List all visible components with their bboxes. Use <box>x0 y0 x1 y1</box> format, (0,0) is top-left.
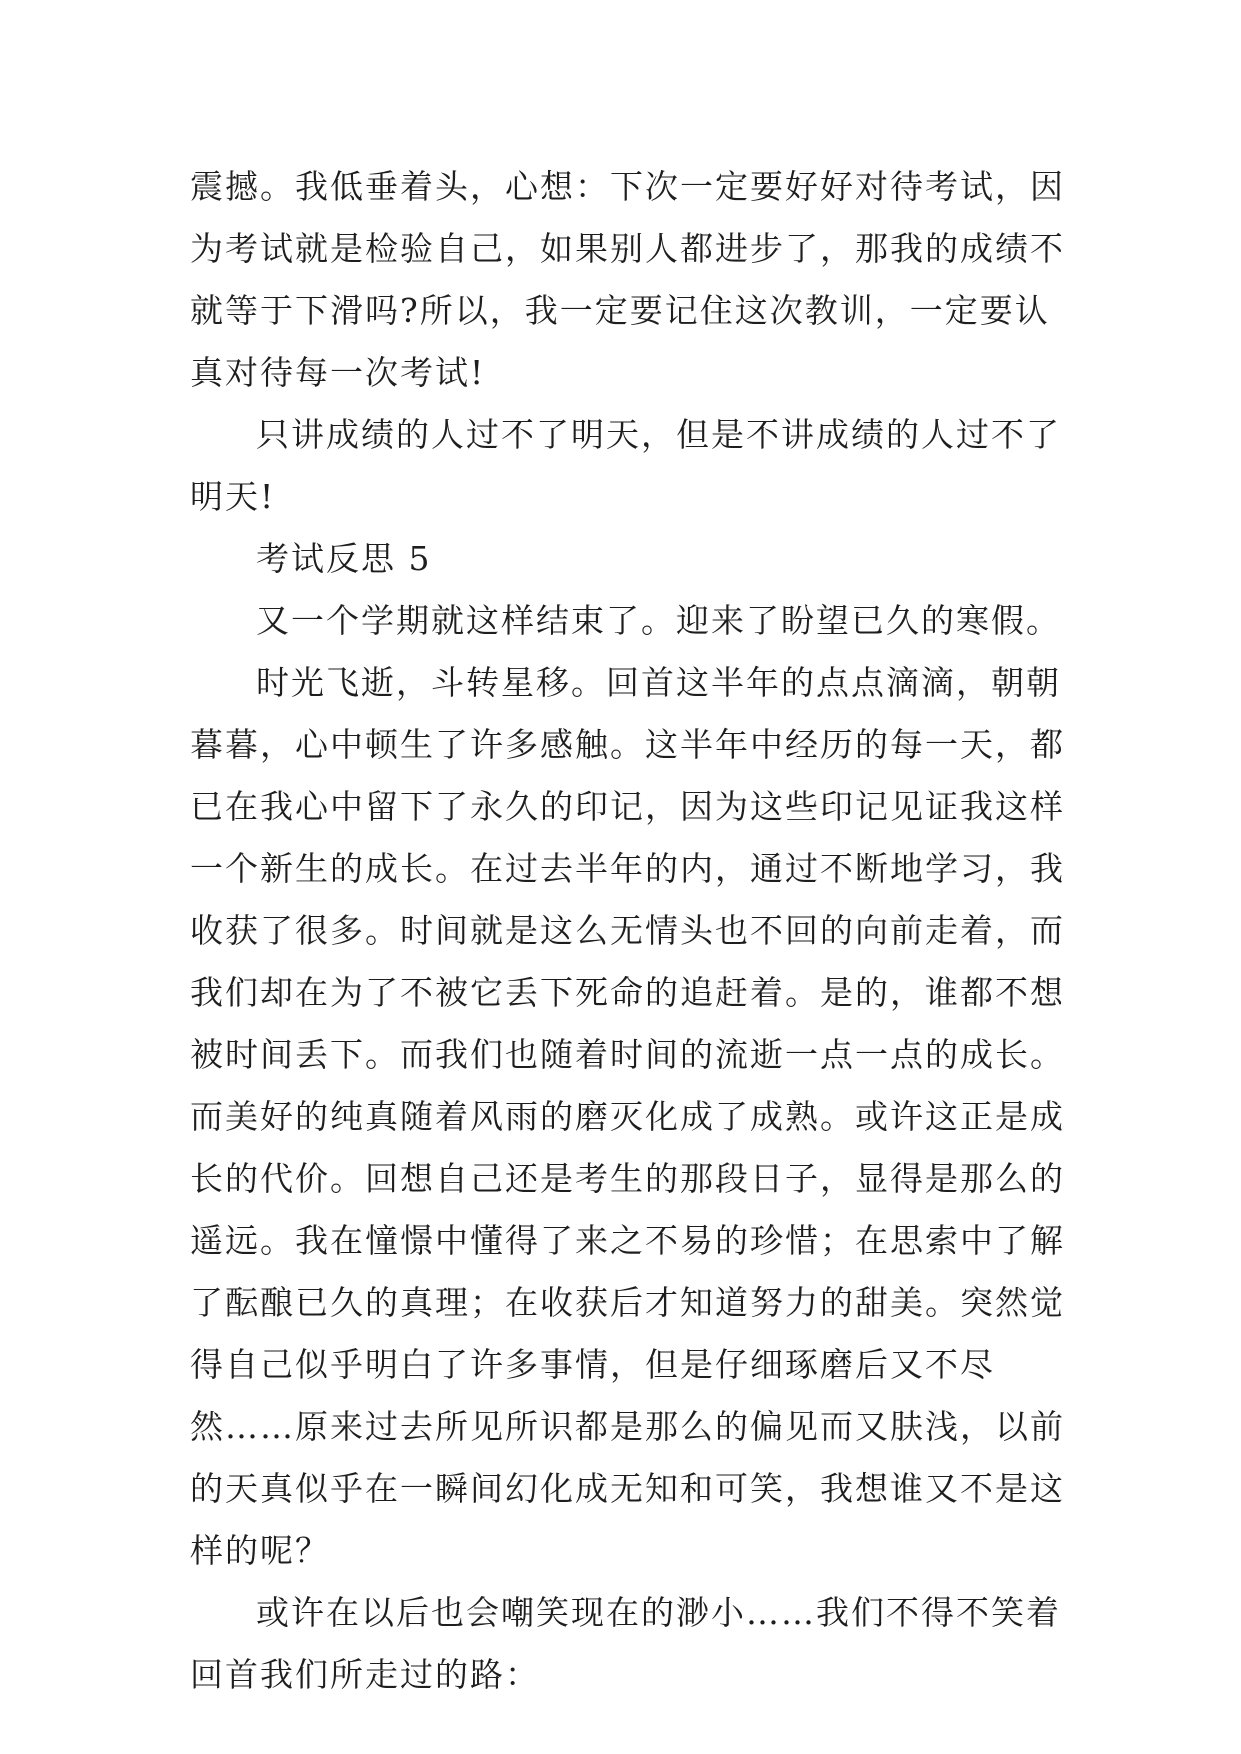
paragraph-4: 时光飞逝，斗转星移。回首这半年的点点滴滴，朝朝暮暮，心中顿生了许多感触。这半年中经历的每一天，都已在我心中留下了永久的印记，因为这些印记见证我这样一个新生的成长。在过去半年的内，通过不断地学习，我收获了很多。时间就是这么无情头也不回的向前走着，而我们却在为了不被它丢下死命的追赶着。是的，谁都不想被时间丢下。而我们也随着时间的流逝一点一点的成长。而美好的纯真随着风雨的磨灭化成了成熟。或许这正是成长的代价。回想自己还是考生的那段日子，显得是那么的遥远。我在憧憬中懂得了来之不易的珍惜；在思索中了解了酝酿已久的真理；在收获后才知道努力的甜美。突然觉得自己似乎明白了许多事情，但是仔细琢磨后又不尽然……原来过去所见所识都是那么的偏见而又肤浅，以前的天真似乎在一瞬间幻化成无知和可笑，我想谁又不是这样的呢？ <box>190 663 1065 1570</box>
section-heading: 考试反思 5 <box>256 539 432 578</box>
paragraph-2: 只讲成绩的人过不了明天，但是不讲成绩的人过不了明天! <box>190 415 1061 516</box>
document-body <box>190 156 1070 1706</box>
paragraph-3: 又一个学期就这样结束了。迎来了盼望已久的寒假。 <box>256 601 1061 640</box>
paragraph-5: 或许在以后也会嘲笑现在的渺小……我们不得不笑着回首我们所走过的路： <box>190 1593 1061 1694</box>
paragraph-1: 震撼。我低垂着头，心想：下次一定要好好对待考试，因为考试就是检验自己，如果别人都进步了，那我的成绩不就等于下滑吗?所以，我一定要记住这次教训，一定要认真对待每一次考试! <box>190 167 1065 392</box>
